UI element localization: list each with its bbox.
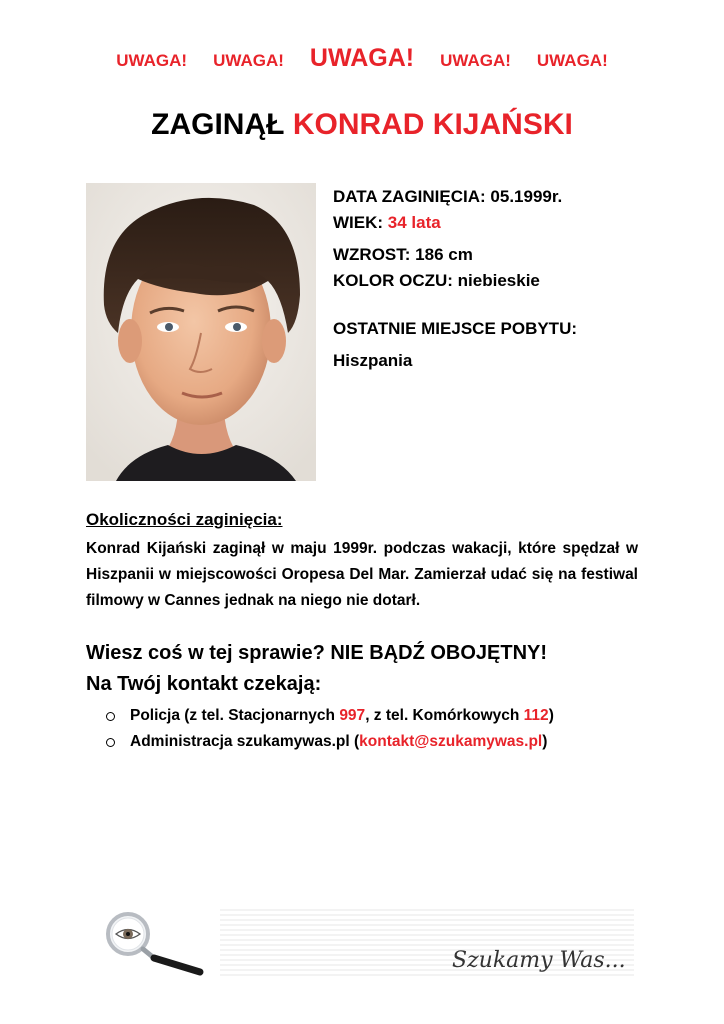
missing-person-name: KONRAD KIJAŃSKI — [292, 108, 573, 141]
police-landline-number[interactable]: 997 — [339, 707, 366, 724]
cta-line: Na Twój kontakt czekają: — [86, 673, 322, 695]
circumstances-heading: Okoliczności zaginięcia: — [86, 510, 283, 529]
closing-paren: ) — [542, 733, 548, 750]
warning-text: UWAGA! — [213, 51, 284, 70]
missing-date-row — [333, 184, 577, 210]
last-place-value: Hiszpania — [333, 351, 413, 370]
eye-color-value: niebieskie — [457, 271, 540, 290]
last-place-label: OSTATNIE MIEJSCE POBYTU: — [333, 319, 578, 338]
magnifier-logo-icon — [100, 908, 210, 983]
age-label: WIEK: — [333, 213, 384, 232]
age-row — [333, 210, 577, 236]
circumstances-text: Konrad Kijański zaginął w maju 1999r. podczas wakacji, które spędzał w Hiszpanii w miejscowości Oropesa Del Mar. Zamierzał udać się na festiwal filmowy w Cannes jednak na niego nie dotarł. — [86, 540, 638, 609]
portrait-image — [86, 183, 316, 481]
height-label: WZROST: — [333, 245, 411, 264]
admin-email-link[interactable]: kontakt@szukamywas.pl — [359, 733, 543, 750]
height-value: 186 cm — [415, 245, 473, 264]
police-mobile-number[interactable]: 112 — [523, 707, 549, 724]
person-details — [333, 184, 577, 374]
contact-text — [130, 707, 554, 725]
title-prefix: ZAGINĄŁ — [151, 108, 285, 141]
missing-date-label: DATA ZAGINIĘCIA: — [333, 187, 486, 206]
police-label: Policja (z tel. Stacjonarnych — [130, 707, 340, 724]
bullet-icon — [106, 738, 115, 747]
missing-date-value: 05.1999r. — [490, 187, 563, 206]
closing-paren: ) — [548, 707, 554, 724]
contact-text — [130, 733, 547, 751]
site-logo-text: Szukamy Was... — [452, 948, 626, 973]
age-value: 34 lata — [387, 213, 441, 232]
eye-color-label: KOLOR OCZU: — [333, 271, 453, 290]
police-mobile-label: , z tel. Komórkowych — [365, 707, 524, 724]
warning-text-large: UWAGA! — [309, 44, 415, 72]
page-title — [0, 108, 724, 142]
height-row — [333, 242, 577, 268]
eye-color-row — [333, 268, 577, 294]
bullet-icon — [106, 712, 115, 721]
cta-line: Wiesz coś w tej sprawie? NIE BĄDŹ OBOJĘTNY! — [86, 642, 548, 664]
warning-text: UWAGA! — [536, 51, 608, 70]
admin-label: Administracja szukamywas.pl ( — [130, 733, 360, 750]
contact-list — [106, 703, 554, 755]
missing-person-photo — [86, 183, 316, 481]
warning-text: UWAGA! — [116, 51, 188, 70]
contact-item-police — [106, 703, 554, 729]
warning-banner — [0, 44, 724, 73]
call-to-action — [86, 638, 547, 700]
warning-text: UWAGA! — [440, 51, 511, 70]
contact-item-admin — [106, 729, 554, 755]
